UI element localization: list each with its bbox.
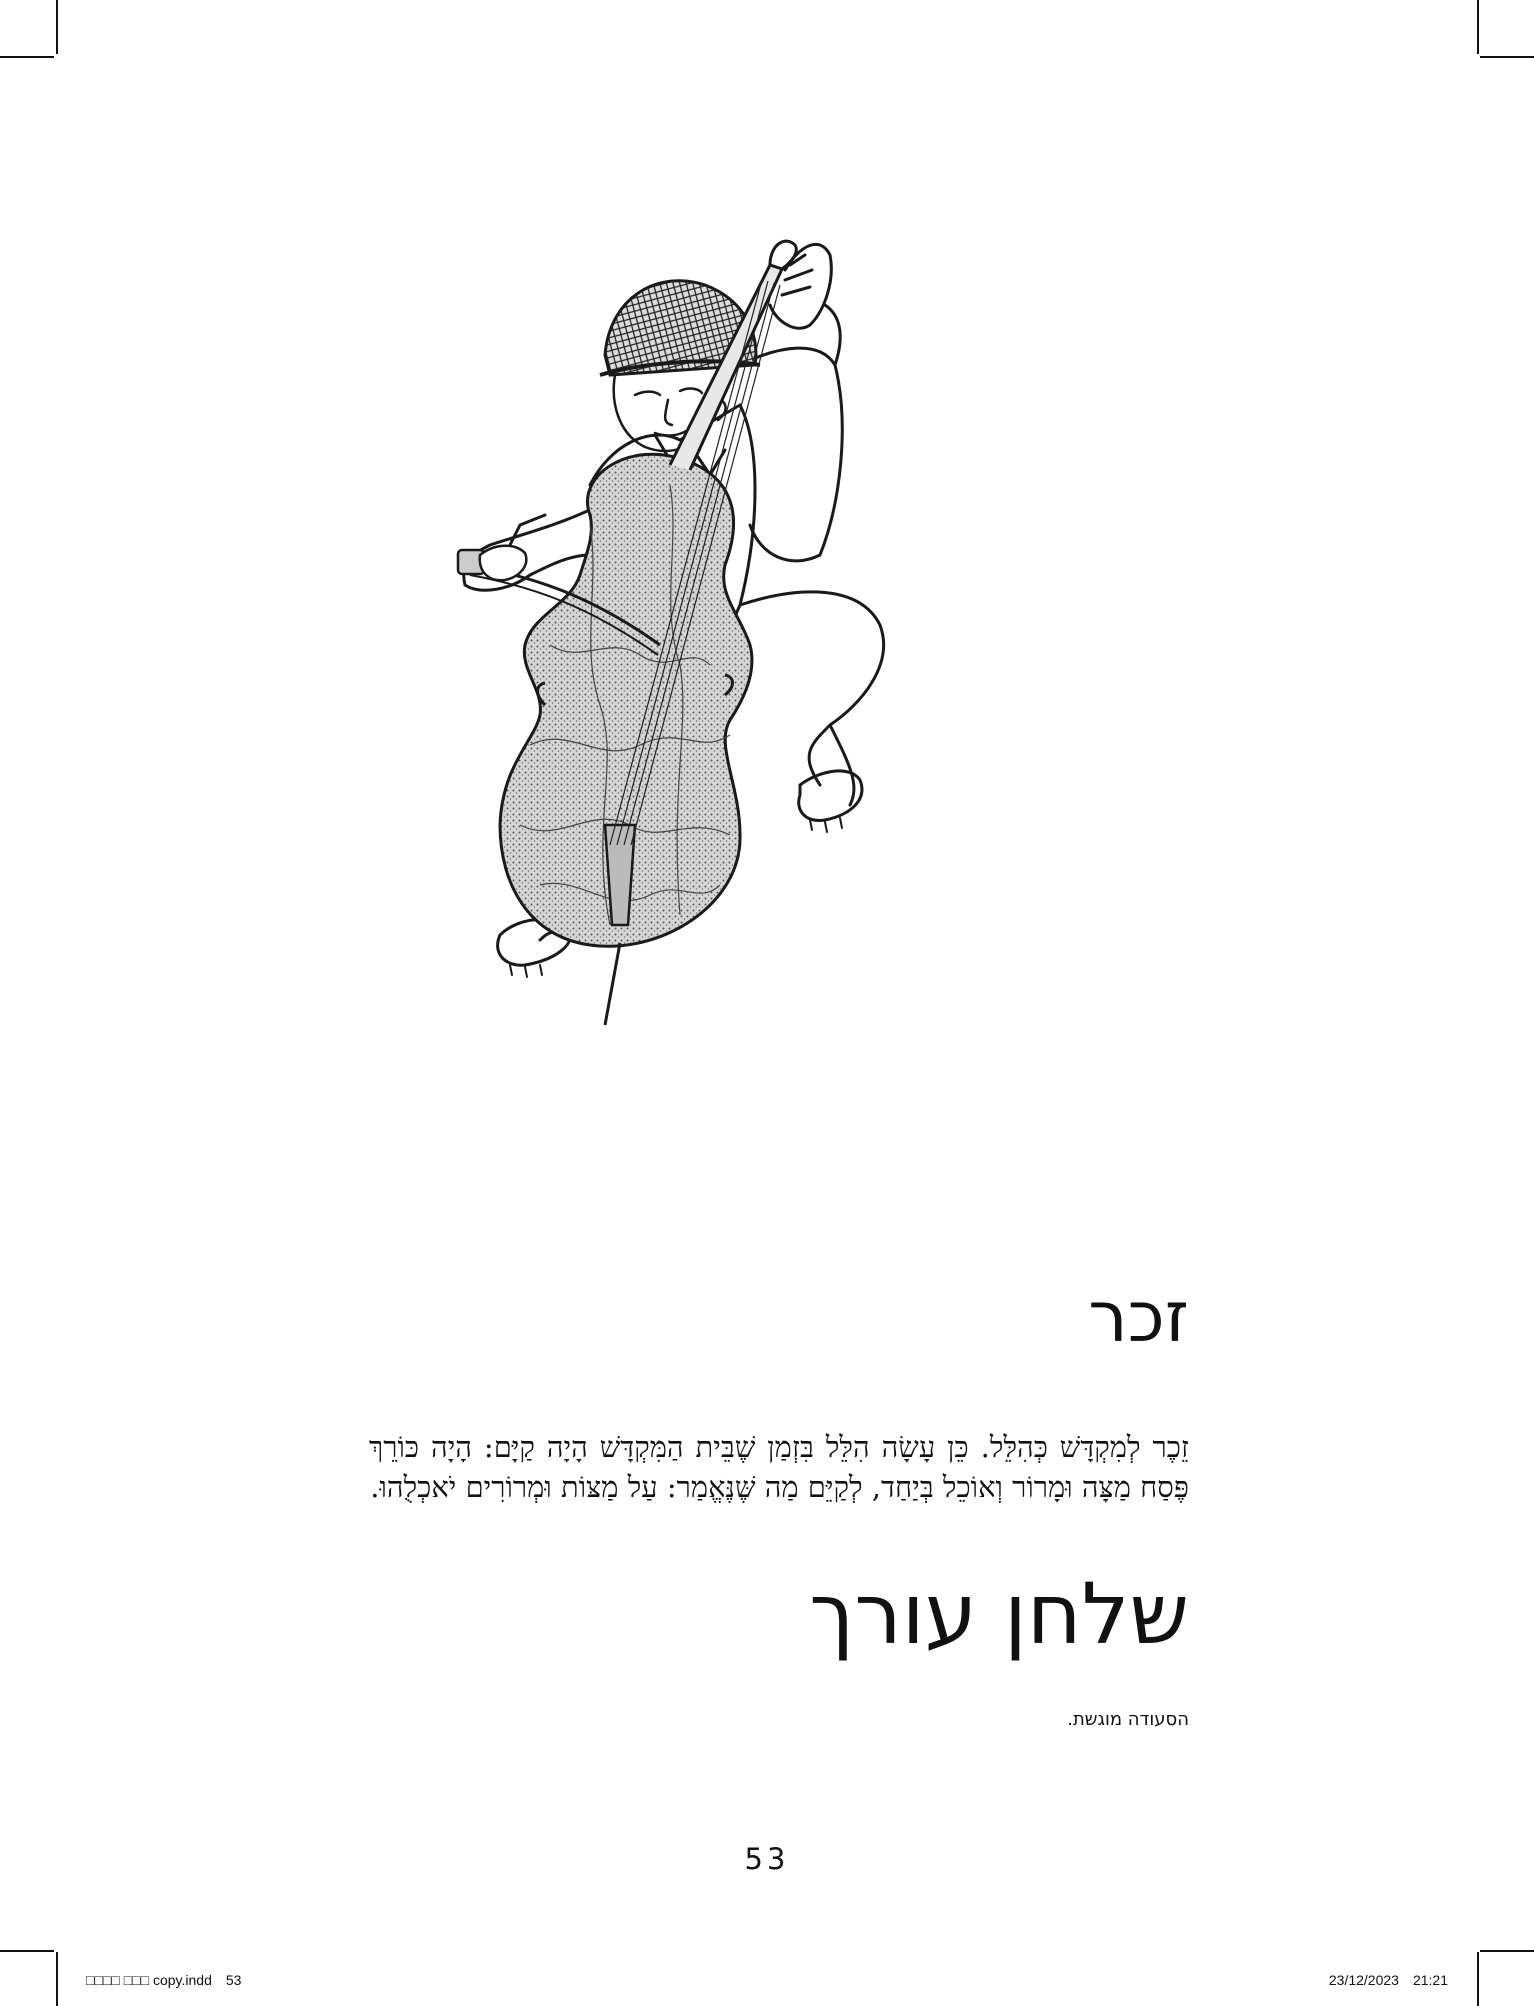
section-heading-zecher: זכר — [1088, 1276, 1189, 1358]
page-number: 53 — [744, 1842, 790, 1876]
body-paragraph: זֵכֶר לְמִקְדָּשׁ כְּהִלֵּל. כֵּן עָשָׂה הִלֵּל בִּזְמַן שֶׁבֵּית הַמִּקְדָּשׁ הָיָה קַיָּם: הָיָה כּוֹרֵךְ פֶּסַח מַצָּה וּמָרוֹר וְאוֹכֵל בְּיַחַד, לְקַיֵּם מַה שֶּׁנֶּאֱמַר: עַל מַצּוֹת וּמְרוֹרִים יֹאכְלֻהוּ. — [369, 1430, 1189, 1504]
crop-mark — [0, 1950, 54, 1952]
crop-mark — [1477, 1952, 1479, 2006]
slug-file-page: 53 — [225, 1972, 242, 1988]
slug-time: 21:21 — [1412, 1972, 1448, 1988]
leg — [740, 592, 884, 785]
cellist-illustration — [440, 225, 980, 1250]
crop-mark — [56, 0, 58, 54]
slug-timestamp — [1329, 1972, 1448, 1988]
endpin — [605, 943, 620, 1025]
double-bass — [500, 454, 752, 1025]
crop-mark — [1477, 0, 1479, 54]
slug-file-info — [86, 1972, 241, 1988]
crop-mark — [1480, 56, 1534, 58]
slug-file-name: □□□□ □□□ copy.indd — [86, 1972, 212, 1988]
slug-date: 23/12/2023 — [1328, 1972, 1399, 1988]
crop-mark — [0, 56, 54, 58]
section-heading-shulchan-orech: שלחן עורך — [809, 1565, 1189, 1663]
instruction-note: הסעודה מוגשת. — [1067, 1709, 1189, 1730]
crop-mark — [56, 1952, 58, 2006]
crop-mark — [1480, 1950, 1534, 1952]
